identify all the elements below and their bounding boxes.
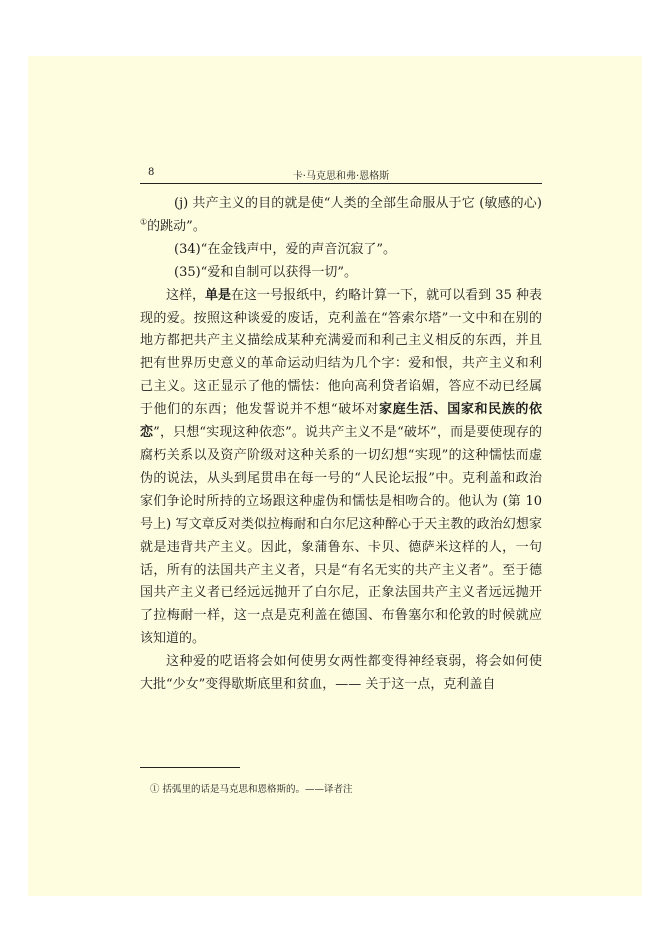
paragraph-j-text: (j) 共产主义的目的就是使“人类的全部生命服从于它 (敏感的心) — [174, 196, 542, 211]
body-text — [140, 193, 542, 697]
paragraph-main-start: 这样， — [166, 287, 206, 303]
paragraph-35: (35)“爱和自制可以获得一切”。 — [174, 264, 357, 280]
paragraph-main — [140, 285, 542, 652]
paragraph-last: 这种爱的呓语将会如何使男女两性都变得神经衰弱，将会如何使大批“少女”变得歇斯底里和贫血，—— 关于这一点，克利盖自 — [140, 654, 542, 693]
running-title: 卡·马克思和弗·恩格斯 — [292, 171, 390, 182]
page-header — [140, 167, 542, 184]
paragraph-j-text-end: 的跳动”。 — [147, 218, 206, 234]
emphasis-only: 单是 — [205, 287, 232, 303]
page-number: 8 — [148, 167, 155, 178]
paragraph-main-rest: ”，只想“实现这种依恋”。说共产主义不是“破坏”，而是要使现存的腐朽关系以及资产阶级对这种关系的一切幻想“实现”的这种懦怯而虚伪的说法，从头到尾贯串在每一号的“人民论坛报”中。克利盖和政治家们争论时所持的立场跟这种虚伪和懦怯是相吻合的。他认为 (第 10 号上) 写文章反对类似拉梅耐和白尔尼这种醉心于天主教的政治幻想家就是违背共产主义。因此，象蒲鲁东、卡贝、德萨米这样的人，一句话，所有的法国共产主义者，只是“有名无实的共产主义者”。至于德国共产主义者已经远远抛开了白尔尼，正象法国共产主义者远远抛开了拉梅耐一样，这一点是克利盖在德国、布鲁塞尔和伦敦的时候就应该知道的。 — [140, 425, 542, 647]
paragraph-j — [140, 193, 542, 239]
footnote: ① 括弧里的话是马克思和恩格斯的。——译者注 — [150, 784, 353, 795]
paragraph-34: (34)“在金钱声中，爱的声音沉寂了”。 — [174, 241, 396, 257]
footnote-marker: ① — [140, 217, 148, 227]
emphasis-attachment: 家庭生活、国家和民族的依恋 — [140, 402, 542, 441]
footnote-divider — [140, 767, 240, 768]
paragraph-main-body: 在这一号报纸中，约略计算一下，就可以看到 35 种表现的爱。按照这种谈爱的废话，克利盖在“答索尔塔”一文中和在别的地方都把共产主义描绘成某种充满爱而和利己主义相反的东西，并且把有世界历史意义的革命运动归结为几个字：爱和恨，共产主义和利己主义。这正显示了他的懦怯：他向高利贷者谄媚，答应不动已经属于他们的东西；他发誓说并不想“破坏对 — [140, 287, 542, 418]
